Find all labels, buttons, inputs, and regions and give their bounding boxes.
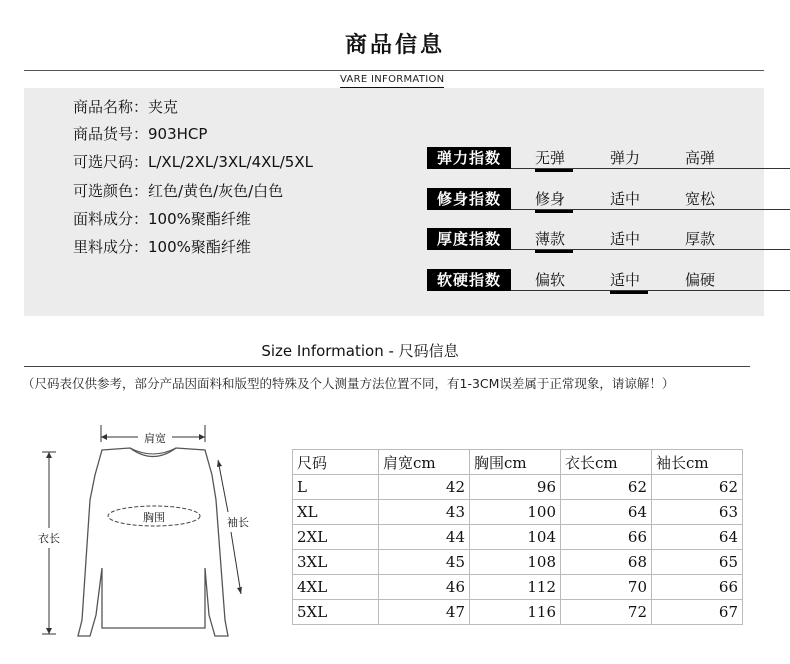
info-lining: 里料成分：100%聚酯纤维	[73, 238, 251, 256]
table-cell: 46	[379, 575, 470, 600]
index-label: 软硬指数	[427, 269, 511, 291]
index-option-selected: 适中	[610, 269, 648, 294]
table-cell: XL	[293, 500, 379, 525]
info-item-number: 商品货号：903HCP	[73, 125, 208, 143]
index-option: 适中	[610, 230, 641, 248]
length-label: 衣长	[38, 532, 60, 545]
table-row	[293, 550, 743, 575]
table-cell: 5XL	[293, 600, 379, 625]
info-name: 商品名称：夹克	[73, 98, 179, 116]
table-cell: 3XL	[293, 550, 379, 575]
table-cell: 63	[652, 500, 743, 525]
title-divider	[24, 70, 764, 71]
index-label: 厚度指数	[427, 228, 511, 250]
table-cell: 44	[379, 525, 470, 550]
table-cell: 70	[561, 575, 652, 600]
sleeve-label: 袖长	[227, 516, 249, 529]
index-label: 弹力指数	[427, 147, 511, 169]
table-cell: 65	[652, 550, 743, 575]
table-cell: 62	[652, 475, 743, 500]
table-header-cell: 尺码	[293, 450, 379, 475]
table-cell: 45	[379, 550, 470, 575]
table-row	[293, 525, 743, 550]
index-option: 弹力	[610, 149, 641, 167]
table-header-cell: 肩宽cm	[379, 450, 470, 475]
table-cell: 104	[470, 525, 561, 550]
table-cell: 108	[470, 550, 561, 575]
info-colors: 可选颜色：红色/黄色/灰色/白色	[73, 182, 284, 200]
table-row	[293, 600, 743, 625]
table-header-row	[293, 450, 743, 475]
table-cell: 2XL	[293, 525, 379, 550]
table-row	[293, 475, 743, 500]
page-subtitle: VARE INFORMATION	[340, 74, 444, 89]
table-cell: 64	[561, 500, 652, 525]
table-cell: 66	[561, 525, 652, 550]
table-cell: 116	[470, 600, 561, 625]
index-option: 适中	[610, 190, 641, 208]
shoulder-label: 肩宽	[144, 432, 166, 445]
index-option: 偏软	[535, 271, 566, 289]
info-fabric: 面料成分：100%聚酯纤维	[73, 210, 251, 228]
size-divider	[24, 366, 750, 367]
index-option: 高弹	[685, 149, 716, 167]
index-option: 厚款	[685, 230, 716, 248]
index-option-selected: 薄款	[535, 228, 573, 253]
garment-diagram	[30, 420, 280, 650]
table-cell: 67	[652, 600, 743, 625]
table-cell: L	[293, 475, 379, 500]
table-cell: 47	[379, 600, 470, 625]
table-cell: 112	[470, 575, 561, 600]
table-row	[293, 575, 743, 600]
table-cell: 96	[470, 475, 561, 500]
table-cell: 72	[561, 600, 652, 625]
chest-label: 胸围	[143, 511, 165, 524]
table-cell: 68	[561, 550, 652, 575]
size-note: （尺码表仅供参考，部分产品因面料和版型的特殊及个人测量方法位置不同，有1-3CM误差属于正常现象，请谅解！）	[22, 376, 675, 391]
page-title: 商品信息	[344, 33, 445, 58]
table-cell: 66	[652, 575, 743, 600]
info-sizes: 可选尺码：L/XL/2XL/3XL/4XL/5XL	[73, 153, 313, 171]
table-row	[293, 500, 743, 525]
table-cell: 4XL	[293, 575, 379, 600]
table-cell: 43	[379, 500, 470, 525]
index-option: 偏硬	[685, 271, 716, 289]
index-option-selected: 修身	[535, 188, 573, 213]
size-section-heading: Size Information - 尺码信息	[261, 342, 459, 360]
size-table	[292, 449, 743, 625]
table-header-cell: 胸围cm	[470, 450, 561, 475]
index-label: 修身指数	[427, 188, 511, 210]
table-header-cell: 衣长cm	[561, 450, 652, 475]
table-header-cell: 袖长cm	[652, 450, 743, 475]
shirt-outline	[78, 448, 228, 636]
index-option: 宽松	[685, 190, 716, 208]
table-cell: 42	[379, 475, 470, 500]
table-cell: 64	[652, 525, 743, 550]
table-cell: 100	[470, 500, 561, 525]
table-cell: 62	[561, 475, 652, 500]
index-option-selected: 无弹	[535, 147, 573, 172]
